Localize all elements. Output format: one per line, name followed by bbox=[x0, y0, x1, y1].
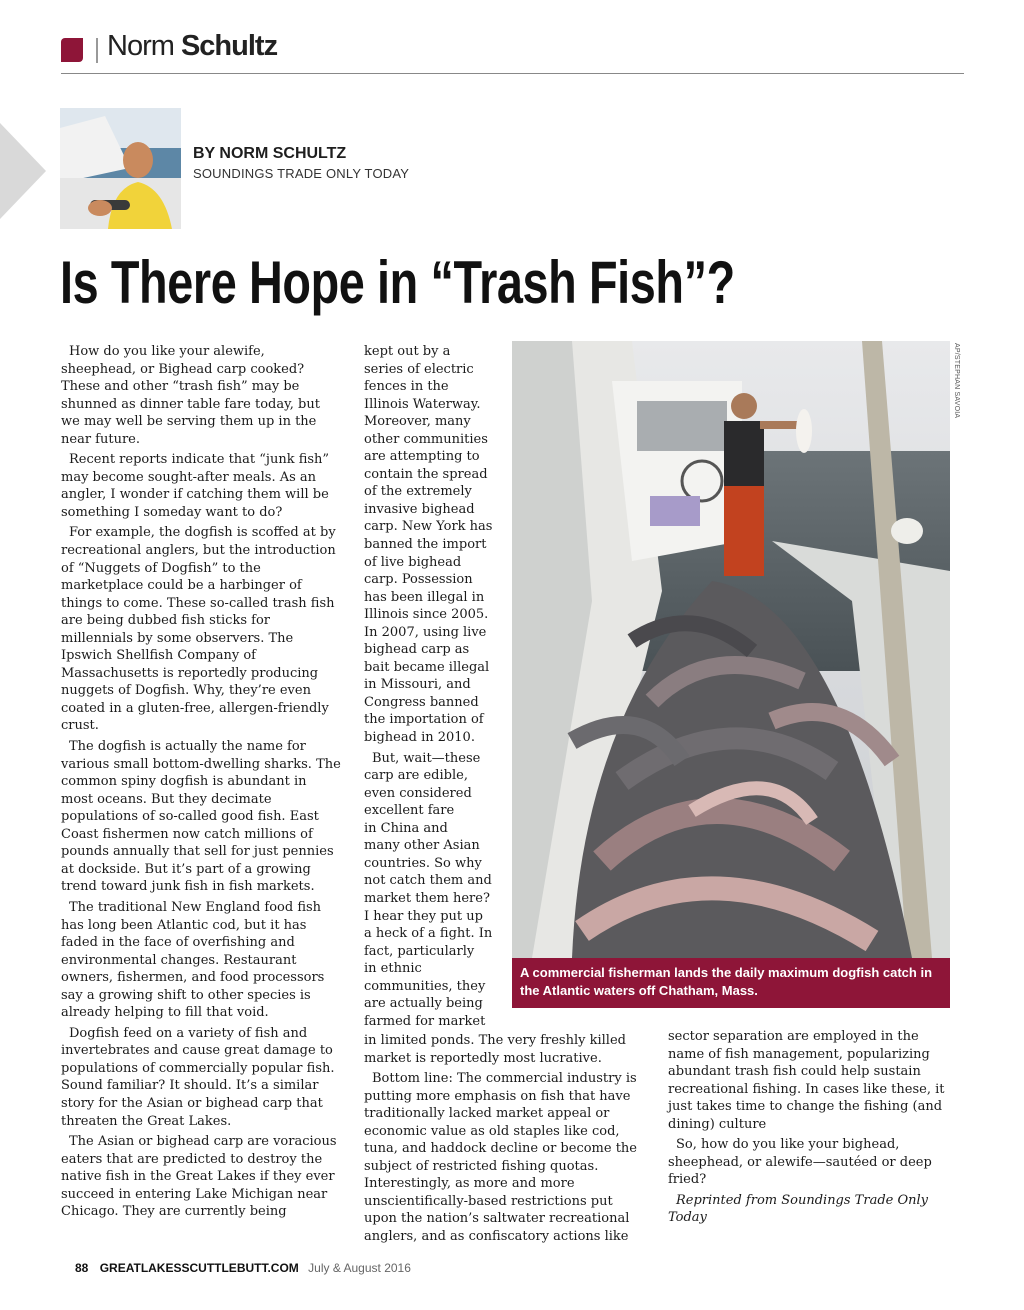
columnist-name bbox=[107, 30, 277, 63]
text-line: invasive bighead bbox=[364, 501, 475, 517]
text-line: not catch them and bbox=[364, 873, 492, 889]
text-line: contain the spread bbox=[364, 466, 488, 482]
text-line: has been illegal in bbox=[364, 589, 485, 605]
text-line: fences in the bbox=[364, 379, 449, 395]
text-line: market them here? bbox=[364, 890, 490, 906]
page-number: 88 bbox=[75, 1261, 89, 1275]
paragraph: in limited ponds. The very freshly killed market is reportedly most lucrative. bbox=[364, 1033, 626, 1066]
text-line: bighead in 2010. bbox=[364, 730, 475, 746]
text-line: in China and bbox=[364, 820, 448, 836]
article-column-2 bbox=[364, 343, 499, 1030]
paragraph: Recent reports indicate that “junk fish” may become sought-after meals. As an angler, I wonder if catching them will be something I someday want to do? bbox=[61, 452, 330, 520]
text-line: are actually being bbox=[364, 996, 483, 1012]
columnist-first-name: Norm bbox=[107, 30, 174, 62]
text-line: In 2007, using live bbox=[364, 624, 487, 640]
footer-date: July & August 2016 bbox=[308, 1261, 411, 1275]
paragraph: The traditional New England food fish has long been Atlantic cod, but it has faded in the face of overfishing and environmental changes. Restaurant owners, fishermen, and food processors say a growing shift to other species is already helping to fill that void. bbox=[61, 899, 325, 1021]
text-line: in Missouri, and bbox=[364, 677, 471, 693]
text-line: of live bighead bbox=[364, 554, 462, 570]
text-line: Illinois since 2005. bbox=[364, 607, 489, 623]
text-line: carp. Possession bbox=[364, 572, 473, 588]
text-line: communities, they bbox=[364, 978, 486, 994]
text-line: bait became illegal bbox=[364, 659, 490, 675]
paragraph: The dogfish is actually the name for various small bottom-dwelling sharks. The common spiny dogfish is abundant in most oceans. But they decimate populations of so-called good fish. East Coast fishermen now catch millions of pounds annually that sell for just pennies at dockside. But it’s part of a growing trend toward junk fish in fish markets. bbox=[61, 739, 341, 895]
paragraph: Dogfish feed on a variety of fish and invertebrates and cause great damage to populations of commercially popular fish. Sound familiar? It should. It’s a similar story for the Asian or bighead carp that threaten the Great Lakes. bbox=[61, 1025, 335, 1129]
text-line: even considered bbox=[364, 785, 472, 801]
photo-credit: AP/STEPHAN SAVOIA bbox=[953, 343, 960, 419]
text-line: other communities bbox=[364, 431, 488, 447]
column-2-paragraph-1 bbox=[364, 343, 499, 747]
paragraph: sector separation are employed in the name of fish management, popularizing abundant trash fish could help sustain recreational fishing. In cases like these, it just takes time to change the fishing (and dining) culture bbox=[668, 1029, 945, 1132]
paragraph: For example, the dogfish is scoffed at by recreational anglers, but the introduction of “Nuggets of Dogfish” to the marketplace could be a harbinger of things to come. These so-called trash fish are being dubbed fish sticks for millennials by some observers. The Ipswich Shellfish Company of Massachusetts is reportedly producing nuggets of Dogfish. Why, they’re even coated in a gluten-free, allergen-friendly crust. bbox=[61, 525, 336, 734]
header-rule bbox=[61, 73, 964, 74]
text-line: fact, particularly bbox=[364, 943, 475, 959]
header-accent-square bbox=[61, 38, 83, 62]
text-line: in ethnic bbox=[364, 961, 422, 977]
article-column-1 bbox=[61, 343, 341, 1224]
article-headline: Is There Hope in “Trash Fish”? bbox=[60, 249, 735, 316]
text-line: series of electric bbox=[364, 361, 474, 377]
author-portrait bbox=[60, 108, 181, 229]
text-line: Illinois Waterway. bbox=[364, 396, 481, 412]
text-line: banned the import bbox=[364, 537, 487, 553]
author-byline: BY NORM SCHULTZ bbox=[193, 145, 347, 162]
text-line: Moreover, many bbox=[364, 414, 471, 430]
header-divider bbox=[96, 38, 98, 63]
paragraph: How do you like your alewife, sheephead, or Bighead carp cooked? These and other “trash fish” may be shunned as dinner table fare today, but we may well be serving them up in the near future. bbox=[61, 344, 320, 447]
page-footer bbox=[75, 1261, 411, 1275]
photo-caption: A commercial fisherman lands the daily maximum dogfish catch in the Atlantic waters off Chatham, Mass. bbox=[512, 958, 950, 1008]
reprint-note: Reprinted from Soundings Trade Only Today bbox=[668, 1192, 929, 1226]
article-photo bbox=[512, 341, 950, 958]
text-line: carp. New York has bbox=[364, 519, 493, 535]
text-line: many other Asian bbox=[364, 838, 480, 854]
author-outlet: SOUNDINGS TRADE ONLY TODAY bbox=[193, 166, 410, 181]
text-line: farmed for market bbox=[364, 1013, 486, 1029]
paragraph: The Asian or bighead carp are voracious eaters that are predicted to destroy the native fish in the Great Lakes if they ever succeed in entering Lake Michigan near Chicago. They are currently being bbox=[61, 1134, 337, 1220]
columnist-last-name: Schultz bbox=[180, 30, 278, 62]
paragraph: Bottom line: The commercial industry is putting more emphasis on fish that have traditionally lacked market appeal or economic value as old staples like cod, tuna, and haddock decline or become the subject of restricted fishing quotas. Interestingly, as more and more unscientifically-based restrictions put upon the nation’s saltwater recreational anglers, and as confiscatory actions like bbox=[364, 1071, 637, 1245]
text-line: I hear they put up bbox=[364, 908, 483, 924]
text-line: of the extremely bbox=[364, 484, 472, 500]
article-column-3 bbox=[668, 1028, 950, 1230]
text-line: excellent fare bbox=[364, 803, 455, 819]
text-line: countries. So why bbox=[364, 855, 482, 871]
page-arrow-icon bbox=[0, 123, 46, 219]
text-line: bighead carp as bbox=[364, 642, 470, 658]
text-line: carp are edible, bbox=[364, 768, 468, 784]
text-line: the importation of bbox=[364, 712, 484, 728]
article-column-2-continued bbox=[364, 1032, 640, 1249]
footer-site: GREATLAKESSCUTTLEBUTT.COM bbox=[99, 1261, 299, 1275]
column-2-paragraph-2 bbox=[364, 750, 499, 1031]
text-line: But, wait—these bbox=[372, 750, 481, 766]
text-line: Congress banned bbox=[364, 694, 479, 710]
text-line: a heck of a fight. In bbox=[364, 926, 493, 942]
text-line: are attempting to bbox=[364, 449, 480, 465]
paragraph: So, how do you like your bighead, sheephead, or alewife—sautéed or deep fried? bbox=[668, 1137, 932, 1188]
text-line: kept out by a bbox=[364, 344, 451, 359]
